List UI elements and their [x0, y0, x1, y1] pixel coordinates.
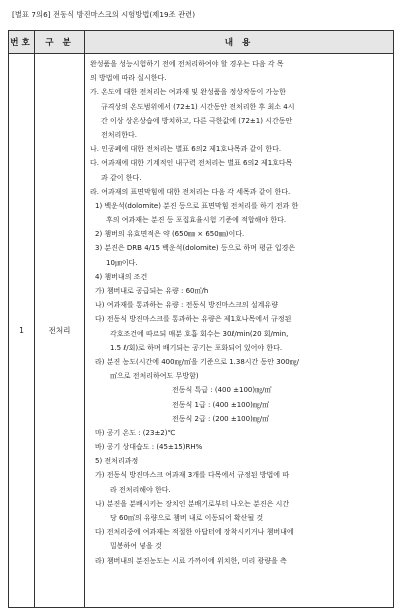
content-line: 각호조건에 따르되 매분 호흡 회수는 30ℓ/min(20 회/min, [110, 329, 289, 338]
content-line: 1) 백운석(dolomite) 분진 등으로 표면막힘 전처리를 하기 전과 한 [95, 201, 299, 210]
content-line: 3) 분진은 DRB 4/15 백운석(dolomite) 등으로 하며 평균 입경은 [95, 244, 296, 253]
content-line: 나. 인공폐에 대한 전처리는 별표 6의2 제1호나목과 같이 한다. [90, 145, 282, 154]
content-line: 나) 분진을 분배시키는 장치인 분배기로부터 나오는 분진은 시간 [95, 499, 290, 508]
content-line: 10㎛이다. [106, 258, 138, 267]
content-line: 전동식 2급 : (200 ±100)㎎/㎥ [172, 414, 270, 423]
content-line: 전동식 특급 : (400 ±100)㎎/㎥ [172, 386, 272, 395]
header-content: 내 용 [85, 31, 394, 54]
content-line: 라) 챔버내의 분진농도는 시료 가까이에 위치한, 미리 광량을 측 [95, 556, 287, 565]
content-line: 과 같이 한다. [101, 173, 142, 182]
content-line: 라) 분진 농도(시간에 400㎎/㎥을 기준으로 1.38시간 동안 300㎎/ [95, 357, 300, 366]
content-line: 의 방법에 따라 실시한다. [90, 74, 167, 83]
content-line: 완성품을 성능시험하기 전에 전처리하여야 할 경우는 다음 각 목 [90, 60, 284, 68]
document-title: [별표 7의6] 전동식 방진마스크의 시험방법(제19조 관련) [12, 10, 196, 19]
content-line: 전동식 1급 : (400 ±100)㎎/㎥ [172, 400, 270, 409]
content-line: 다. 여과재에 대한 기계적인 내구력 전처리는 별표 6의2 제1호다목 [90, 159, 293, 168]
content-line: 가) 챔버내로 공급되는 유량 : 60㎥/h [95, 287, 209, 295]
content-line: 2) 챔버의 유효면적은 약 (650㎜ × 650㎜)이다. [95, 230, 245, 239]
content-line: 전처리한다. [101, 130, 138, 139]
content-line: 밀봉하여 넣을 것 [110, 542, 162, 551]
header-number: 번호 [9, 31, 35, 54]
content-line: 라 전처리해야 한다. [110, 485, 171, 494]
table-row [9, 54, 394, 608]
content-lines [85, 54, 393, 607]
test-method-table [8, 30, 394, 608]
content-line: 가. 온도에 대한 전처리는 여과재 및 완성품을 정상작동이 가능한 [90, 88, 286, 97]
content-line: 규격상의 온도범위에서 (72±1) 시간동안 전처리한 후 최소 4시 [101, 102, 295, 111]
table-header-row [9, 31, 394, 54]
row-content [85, 54, 394, 608]
row-number: 1 [9, 54, 35, 608]
content-line: 나) 여과재를 통과하는 유량 : 전동식 방진마스크의 설계유량 [95, 301, 278, 310]
content-line: 라. 여과재의 표면막힘에 대한 전처리는 다음 각 세목과 같이 한다. [90, 187, 291, 196]
content-line: 1.5 ℓ/회)로 하며 배기되는 공기는 포화되어 있어야 한다. [110, 343, 283, 352]
content-line: 4) 챔버내의 조건 [95, 272, 148, 281]
content-line: 후의 여과재는 분진 등 포집효율시험 기준에 적합해야 한다. [106, 216, 287, 225]
content-line: 바) 공기 상대습도 : (45±15)RH% [95, 443, 203, 452]
content-line: 당 60㎥의 유량으로 챔버 내로 이동되어 확산될 것 [110, 514, 264, 522]
row-category: 전처리 [35, 54, 85, 608]
content-line: ㎥으로 전처리하여도 무방함) [110, 372, 199, 381]
content-line: 5) 전처리과정 [95, 457, 139, 466]
content-line: 가) 전동식 방진마스크 여과재 3개를 다목에서 규정된 방법에 따 [95, 471, 290, 480]
content-line: 다) 전처리중에 여과재는 적절한 아답터에 장착시키거나 챔버내에 [95, 528, 294, 537]
content-line: 다) 전동식 방진마스크를 통과하는 유량은 제1호나목에서 규정된 [95, 315, 292, 324]
content-line: 마) 공기 온도 : (23±2)℃ [95, 428, 176, 437]
content-line: 간 이상 상온상습에 방치하고, 다른 극한값에 (72±1) 시간동안 [101, 116, 293, 125]
header-category: 구 분 [35, 31, 85, 54]
